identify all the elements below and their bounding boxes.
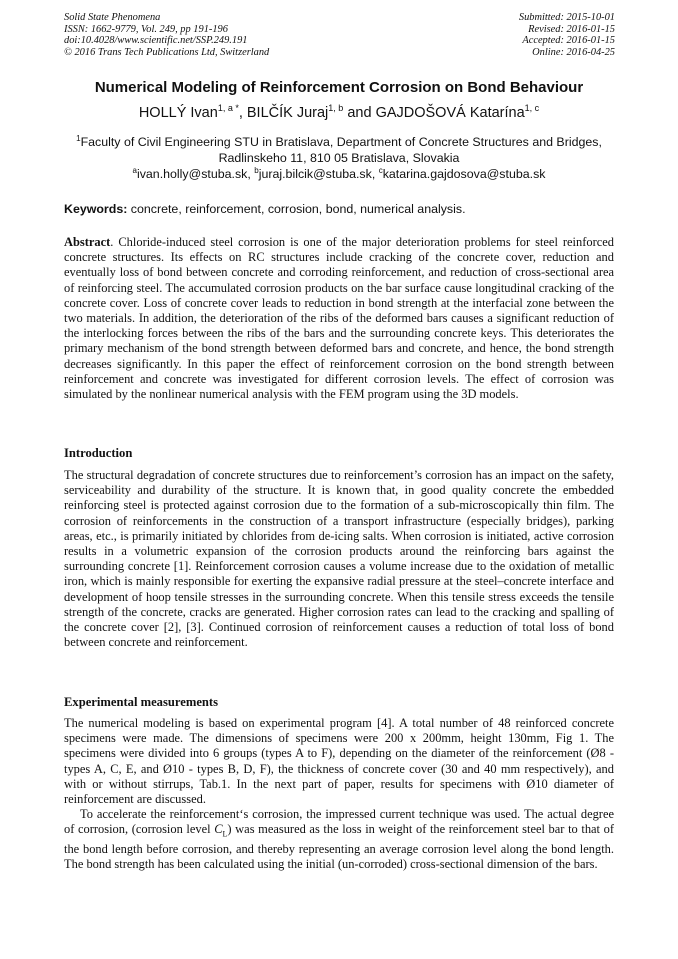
abstract-text: . Chloride-induced steel corrosion is one of the major deterioration problems for steel reinforced concrete structures. Its effects on RC structures include cracking of the concrete cover, reduction and eventually loss of bond between concrete and corroding reinforcement, and reduction of cross-sectional area of reinforcing steel. The accumulated corrosion products on the bar surface cause longitudinal cracking of the concrete cover. Loss of concrete cover leads to reduction in bond strength at the interfacial zone between the two materials. In addition, the deterioration of the ribs of the deformed bars causes a significant reduction of the interlocking forces between the ribs of the bars and the surrounding concrete keys. This deteriorates the primary mechanism of the bond strength between deformed bars and concrete, and hence, the bond strength decreases significantly. In this paper the effect of reinforcement corrosion on the bond strength between reinforcement and concrete was investigated for different corrosion levels. The effect of corrosion was simulated by the nonlinear numerical analysis with the FEM program using the 3D models.: [64, 235, 614, 402]
journal-name: Solid State Phenomena: [64, 12, 161, 23]
paragraph-text: ) was measured as the loss in weight of the reinforcement steel bar to that of the bond length before corrosion, and thereby representing an average corrosion level along the bond length. The bond strength has been calculated using the initial (un-corroded) cross-sectional dimension of the bars.: [64, 822, 614, 872]
author-name: HOLLÝ Ivan: [138, 104, 218, 121]
email-sup: b: [254, 166, 259, 175]
experimental-section: [64, 716, 614, 873]
section-heading-introduction: Introduction: [64, 446, 133, 460]
author-separator: and: [343, 104, 376, 121]
keywords-text: concrete, reinforcement, corrosion, bond, numerical analysis.: [127, 202, 466, 216]
experimental-paragraph-2: [64, 807, 614, 872]
affiliation: [70, 131, 608, 166]
dates-header: [519, 12, 615, 58]
journal-header: [64, 12, 269, 58]
introduction-paragraph: The structural degradation of concrete structures due to reinforcement’s corrosion has an impact on the safety, serviceability and durability of the structure. It is known that, in good quality concrete the embedded reinforcing steel is protected against corrosion due to the formation of a sub-microscopically thin film. The corrosion of reinforcements in the construction of a transport infrastructure (especially bridges), parking areas, etc., is primarily initiated by chlorides from de-icing salts. When corrosion is initiated, active corrosion results in a volumetric expansion of the corrosion products around the reinforcing bars against the surrounding concrete [1]. Reinforcement corrosion causes a volume increase due to the oxidation of metallic iron, which is mainly responsible for exerting the expansive radial pressure at the steel–concrete interface and development of hoop tensile stresses in the surrounding concrete. When this tensile stress exceeds the tensile strength of the concrete, cracks are generated. Higher corrosion rates can lead to the cracking and spalling of the concrete cover [2], [3]. Continued corrosion of reinforcement causes a reduction of total loss of bond between concrete and reinforcement.: [64, 468, 614, 650]
keywords-label: Keywords:: [64, 202, 128, 216]
paragraph-text: To accelerate the reinforcement‘s corrosion, the impressed current technique was used. The actual degree of corrosion, (corrosion level: [64, 807, 614, 837]
email-separator: ,: [371, 167, 379, 182]
date-accepted: Accepted: 2016-01-15: [522, 35, 615, 47]
affiliation-text: Faculty of Civil Engineering STU in Bratislava, Department of Concrete Structures and Bridges, Radlinskeho 11, 810 05 Bratislava, Slovakia: [80, 135, 602, 166]
symbol-subscript: L: [222, 829, 228, 839]
author-sup: 1, a *: [217, 103, 239, 113]
email-separator: ,: [247, 167, 255, 182]
email-sup: a: [132, 166, 137, 175]
journal-issn: ISSN: 1662-9779, Vol. 249, pp 191-196: [64, 23, 228, 35]
author-separator: ,: [238, 104, 247, 121]
experimental-paragraph-1: The numerical modeling is based on experimental program [4]. A total number of 48 reinforced concrete specimens were made. The dimensions of specimens were 200 x 200mm, height 130mm, Fig 1. The specimens were divided into 6 groups (types A to F), depending on the diameter of the reinforcement (Ø8 - types A, C, E, and Ø10 - types B, D, F), the thickness of concrete cover (30 and 40 mm respectively), and with or without stirrups, Tab.1. In the next part of paper, results for specimens with Ø10 diameter of reinforcement are discussed.: [64, 716, 614, 807]
email-sup: c: [378, 166, 383, 175]
author-name: BILČÍK Juraj: [246, 104, 329, 121]
abstract-label: Abstract: [64, 235, 111, 249]
date-online: Online: 2016-04-25: [532, 46, 615, 58]
abstract: [64, 235, 614, 402]
affiliation-sup: 1: [76, 134, 81, 143]
author-sup: 1, c: [524, 103, 540, 113]
email-address: katarina.gajdosova@stuba.sk: [382, 167, 546, 182]
email-list: [0, 166, 678, 181]
section-heading-experimental: Experimental measurements: [64, 695, 219, 709]
journal-doi: doi:10.4028/www.scientific.net/SSP.249.191: [64, 35, 248, 47]
corrosion-level-symbol: [214, 822, 228, 839]
email-address: juraj.bilcik@stuba.sk: [258, 167, 372, 182]
keywords: [64, 202, 466, 216]
date-revised: Revised: 2016-01-15: [528, 23, 615, 35]
paper-title: Numerical Modeling of Reinforcement Corrosion on Bond Behaviour: [94, 79, 584, 96]
author-name: GAJDOŠOVÁ Katarína: [375, 104, 525, 121]
author-sup: 1, b: [328, 103, 344, 113]
email-address: ivan.holly@stuba.sk: [136, 167, 248, 182]
journal-copyright: © 2016 Trans Tech Publications Ltd, Switzerland: [64, 46, 270, 58]
date-submitted: Submitted: 2015-10-01: [518, 12, 615, 23]
author-list: [0, 103, 678, 121]
symbol-c: C: [214, 822, 223, 837]
